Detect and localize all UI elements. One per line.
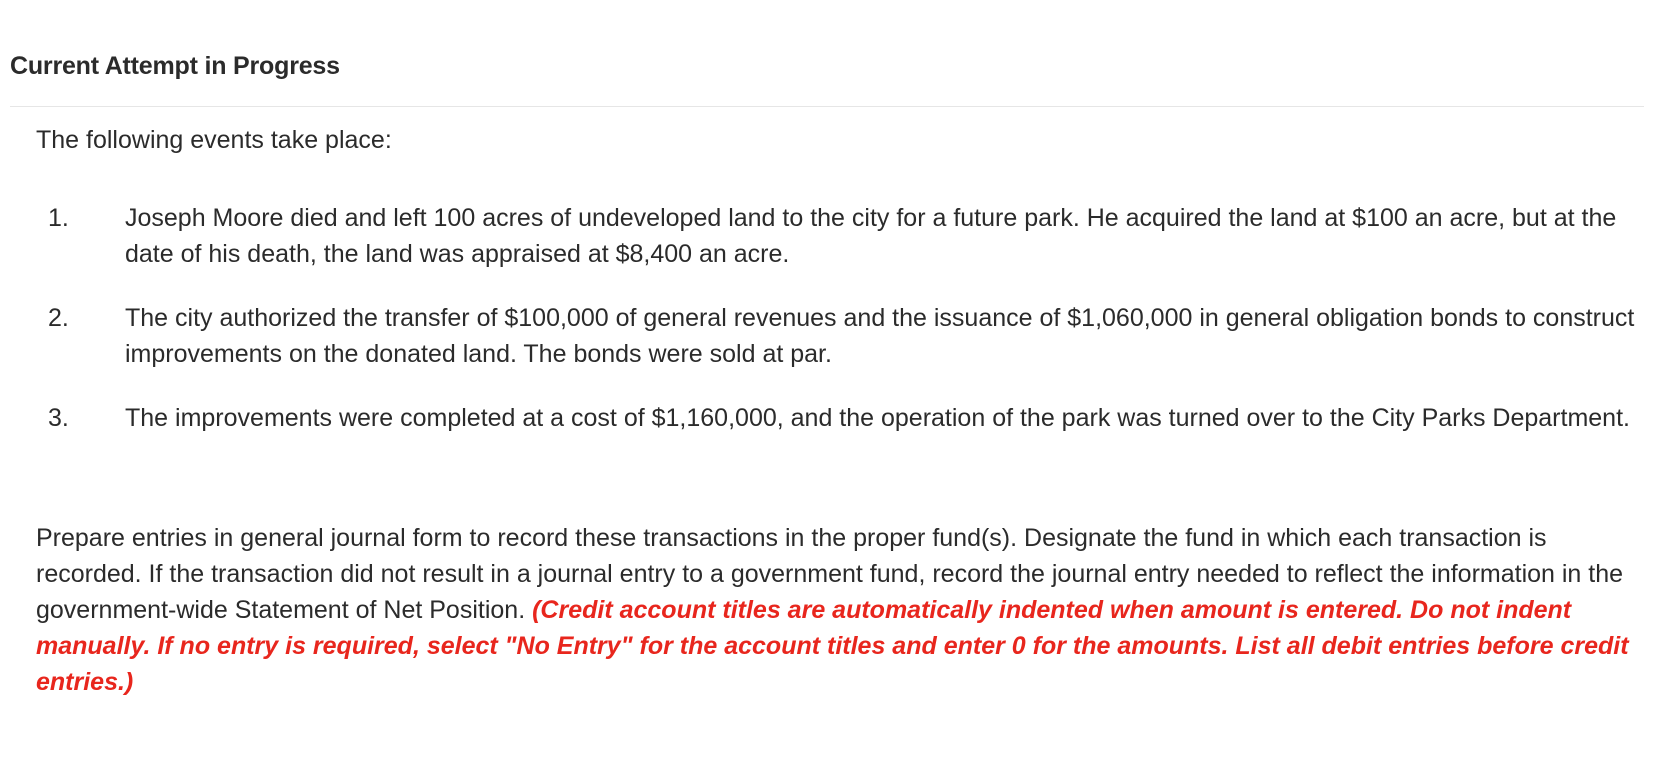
problem-intro: The following events take place: (36, 126, 392, 154)
event-item (36, 300, 1636, 372)
event-text: The improvements were completed at a cost of $1,160,000, and the operation of the park was turned over to the City Parks Department. (125, 404, 1630, 432)
section-title: Current Attempt in Progress (10, 52, 340, 80)
instructions (36, 520, 1636, 700)
instructions-note: (Credit account titles are automatically indented when amount is entered. Do not indent manually. If no entry is required, select "No Entry" for the account titles and enter 0 for the amounts. List all debit entries before credit entries.) (36, 596, 1629, 696)
events-list (36, 200, 1636, 436)
event-number: 3. (48, 404, 69, 432)
event-item (36, 200, 1636, 272)
event-text: The city authorized the transfer of $100,000 of general revenues and the issuance of $1,060,000 in general obligation bonds to construct improvements on the donated land. The bonds were sold at par. (125, 304, 1635, 368)
problem-content (36, 122, 1636, 700)
divider (10, 106, 1644, 107)
event-number: 1. (48, 204, 69, 232)
event-text: Joseph Moore died and left 100 acres of undeveloped land to the city for a future park. He acquired the land at $100 an acre, but at the date of his death, the land was appraised at $8,400 an acre. (125, 204, 1617, 268)
event-number: 2. (48, 304, 69, 332)
event-item (36, 400, 1636, 436)
instructions-text: Prepare entries in general journal form to record these transactions in the proper fund(s). Designate the fund in which each transaction is recorded. If the transaction did not result in a journal entry to a government fund, record the journal entry needed to reflect the information in the government-wide Statement of Net Position. (36, 524, 1624, 624)
